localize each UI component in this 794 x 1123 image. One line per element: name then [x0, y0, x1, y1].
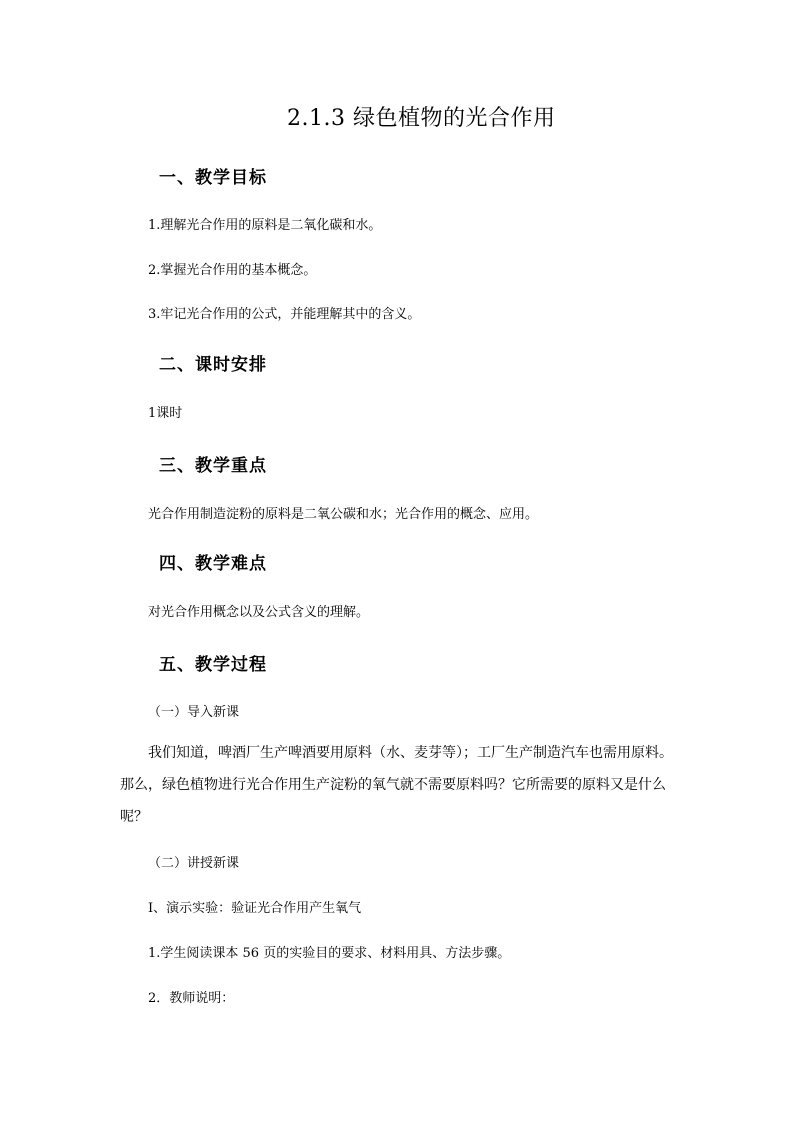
- heading-goals: 一、教学目标: [159, 168, 267, 188]
- schedule-text: 1课时: [148, 406, 183, 421]
- intro-paragraph: 我们知道，啤酒厂生产啤酒要用原料（水、麦芽等）；工厂生产制造汽车也需用原料。那么，绿色植物进行光合作用生产淀粉的氧气就不需要原料吗？它所需要的原料又是什么呢？: [120, 745, 673, 825]
- demo-experiment: Ⅰ、演示实验：验证光合作用产生氧气: [148, 901, 362, 916]
- intro-label: （一）导入新课: [148, 705, 240, 720]
- difficulties-text: 对光合作用概念以及公式含义的理解。: [148, 605, 370, 620]
- heading-key-points: 三、教学重点: [159, 456, 267, 476]
- heading-process: 五、教学过程: [159, 655, 267, 675]
- step-item-1: 1.学生阅读课本 56 页的实验目的要求、材料用具、方法步骤。: [148, 946, 511, 961]
- goal-item-3: 3.牢记光合作用的公式，并能理解其中的含义。: [148, 307, 421, 322]
- goal-item-1: 1.理解光合作用的原料是二氧化碳和水。: [148, 218, 382, 233]
- new-lesson-label: （二）讲授新课: [148, 856, 240, 871]
- goal-item-2: 2.掌握光合作用的基本概念。: [148, 263, 317, 278]
- heading-schedule: 二、课时安排: [159, 355, 267, 375]
- document-title: 2.1.3 绿色植物的光合作用: [287, 106, 556, 131]
- key-points-text: 光合作用制造淀粉的原料是二氧公碳和水；光合作用的概念、应用。: [148, 507, 539, 522]
- step-item-2: 2．教师说明：: [148, 991, 235, 1006]
- heading-difficulties: 四、教学难点: [159, 554, 267, 574]
